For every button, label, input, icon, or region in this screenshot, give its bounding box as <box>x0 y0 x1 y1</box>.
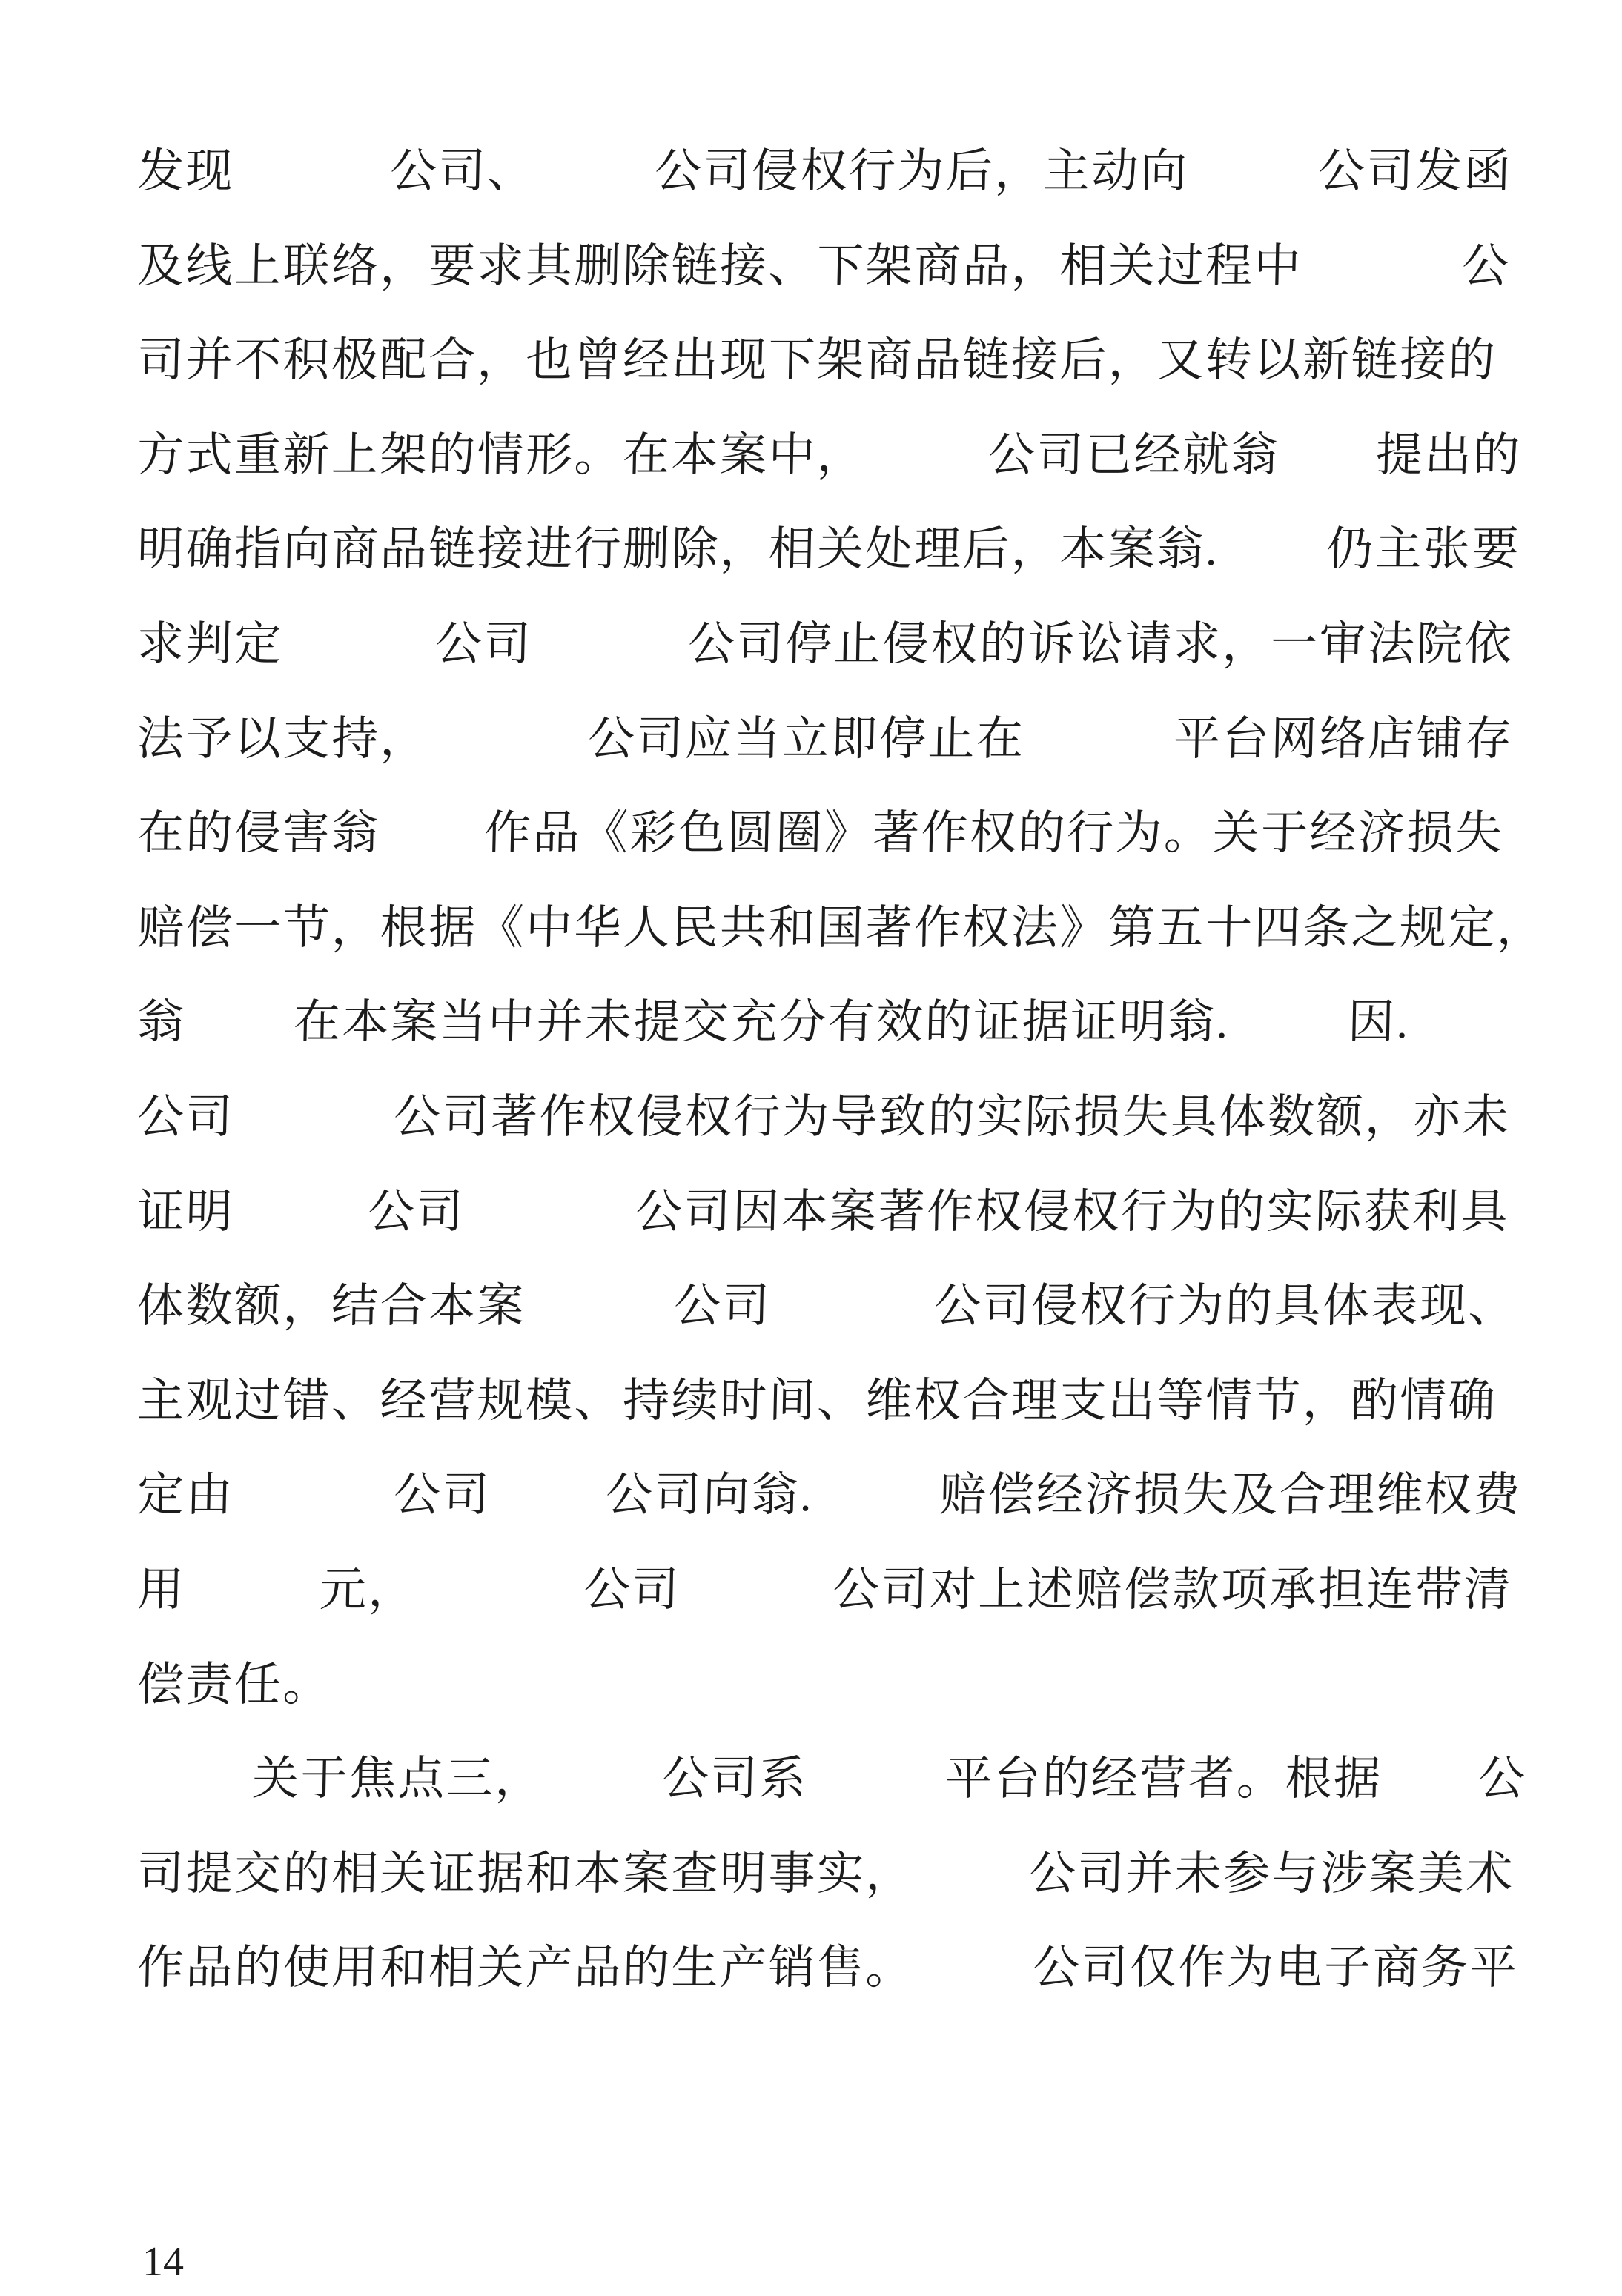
text-segment: 平台的经营者。根据 <box>944 1753 1383 1805</box>
text-segment: 在本案当中并未提交充分有效的证据证明翁. <box>292 996 1230 1049</box>
redaction-gap <box>1302 281 1462 282</box>
text-segment: 司并不积极配合，也曾经出现下架商品链接后，又转以新链接的 <box>136 334 1497 387</box>
text-segment: 公 <box>1461 239 1512 292</box>
redaction-gap <box>914 1888 1029 1889</box>
text-line <box>137 1732 1531 1827</box>
text-segment: 赔偿一节，根据《中华人民共和国著作权法》第五十四条之规定， <box>136 901 1546 954</box>
text-segment: 公司侵权行为后，主动向 <box>653 145 1189 197</box>
text-line <box>137 597 1531 692</box>
text-segment: 方式重新上架的情形。在本案中， <box>136 428 867 481</box>
text-line <box>137 1354 1531 1449</box>
redaction-gap <box>1188 186 1318 187</box>
redaction-gap <box>1219 564 1326 565</box>
text-line <box>137 219 1531 314</box>
document-body <box>136 125 1546 2016</box>
text-line <box>137 502 1531 597</box>
text-segment: 公司 <box>434 617 533 670</box>
text-segment: 明确指向商品链接进行删除，相关处理后，本案翁. <box>136 523 1219 576</box>
text-segment: 公司因本案著作权侵权行为的实际获利具 <box>635 1185 1510 1238</box>
text-segment: 公司停止侵权的诉讼请求，一审法院依 <box>686 617 1514 670</box>
text-line <box>137 1543 1531 1638</box>
redaction-gap <box>536 186 655 187</box>
text-line <box>137 1921 1531 2016</box>
text-line <box>137 1827 1531 1922</box>
text-segment: 证明 <box>136 1185 235 1238</box>
text-segment: 求判定 <box>136 617 284 670</box>
text-segment: 公司应当立即停止在 <box>587 712 1026 765</box>
text-segment: 公司已经就翁 <box>987 428 1280 481</box>
text-segment: 作品的使用和相关产品的生产销售。 <box>136 1942 915 1994</box>
text-segment: 用 <box>136 1563 187 1616</box>
text-line <box>137 975 1531 1070</box>
text-segment: 公司发函 <box>1317 145 1513 197</box>
redaction-gap <box>186 1037 294 1038</box>
text-segment: 定由 <box>136 1469 235 1522</box>
text-segment: 公司 <box>393 1469 491 1522</box>
text-segment: 赔偿经济损失及合理维权费 <box>939 1469 1523 1522</box>
text-segment: 公司 <box>367 1185 466 1238</box>
text-segment: 翁 <box>136 996 187 1049</box>
text-line <box>137 1165 1531 1260</box>
text-segment: 体数额，结合本案 <box>136 1280 526 1333</box>
text-segment: 主观过错、经营规模、持续时间、维权合理支出等情节，酌情确 <box>136 1374 1497 1427</box>
redaction-gap <box>1280 470 1376 471</box>
text-segment: 在的侵害翁 <box>136 807 381 860</box>
text-line <box>137 1070 1531 1165</box>
text-segment: 公司 <box>136 1090 235 1143</box>
text-segment: 公 <box>1477 1753 1528 1805</box>
text-segment: 法予以支持， <box>136 712 429 765</box>
text-line <box>137 786 1531 881</box>
text-line <box>137 1259 1531 1354</box>
text-segment: 公司向翁. <box>605 1469 814 1522</box>
text-segment: 仍主张要 <box>1325 523 1521 576</box>
redaction-gap <box>532 659 688 660</box>
text-segment: 因. <box>1347 996 1411 1049</box>
text-segment: 公司仅作为电子商务平 <box>1032 1942 1519 1994</box>
text-segment: 发现 <box>136 145 235 197</box>
redaction-gap <box>234 186 390 187</box>
text-segment: 提出的 <box>1374 428 1522 481</box>
redaction-gap <box>1229 1037 1348 1038</box>
redaction-gap <box>866 470 988 471</box>
text-line <box>136 881 1546 976</box>
text-line <box>137 1448 1531 1543</box>
text-segment: 偿责任。 <box>136 1658 332 1711</box>
text-segment: 司提交的相关证据和本案查明事实， <box>136 1847 915 1899</box>
text-segment: 作品《彩色圆圈》著作权的行为。关于经济损失 <box>483 807 1504 860</box>
text-line <box>137 313 1531 408</box>
text-segment: 元， <box>318 1563 417 1616</box>
text-segment: 公司对上述赔偿款项承担连带清 <box>831 1563 1513 1616</box>
text-segment: 平台网络店铺存 <box>1172 712 1514 765</box>
text-segment: 关于焦点三， <box>251 1753 544 1805</box>
text-segment: 公司侵权行为的具体表现、 <box>933 1280 1517 1333</box>
text-segment: 公司并未参与涉案美术 <box>1028 1847 1515 1899</box>
page-number: 14 <box>142 2239 184 2285</box>
redaction-gap <box>380 848 484 849</box>
text-segment: 公司 <box>673 1280 772 1333</box>
text-segment: 公司系 <box>661 1753 809 1805</box>
text-line <box>137 692 1531 787</box>
text-segment: 及线上联络，要求其删除链接、下架商品，相关过程中 <box>136 239 1303 292</box>
text-segment: 公司 <box>582 1563 681 1616</box>
text-line <box>137 1638 1531 1733</box>
text-line <box>137 408 1531 503</box>
text-segment: 公司著作权侵权行为导致的实际损失具体数额，亦未 <box>393 1090 1512 1143</box>
redaction-gap <box>283 659 435 660</box>
text-line <box>137 125 1531 219</box>
text-segment: 公司、 <box>389 145 537 197</box>
